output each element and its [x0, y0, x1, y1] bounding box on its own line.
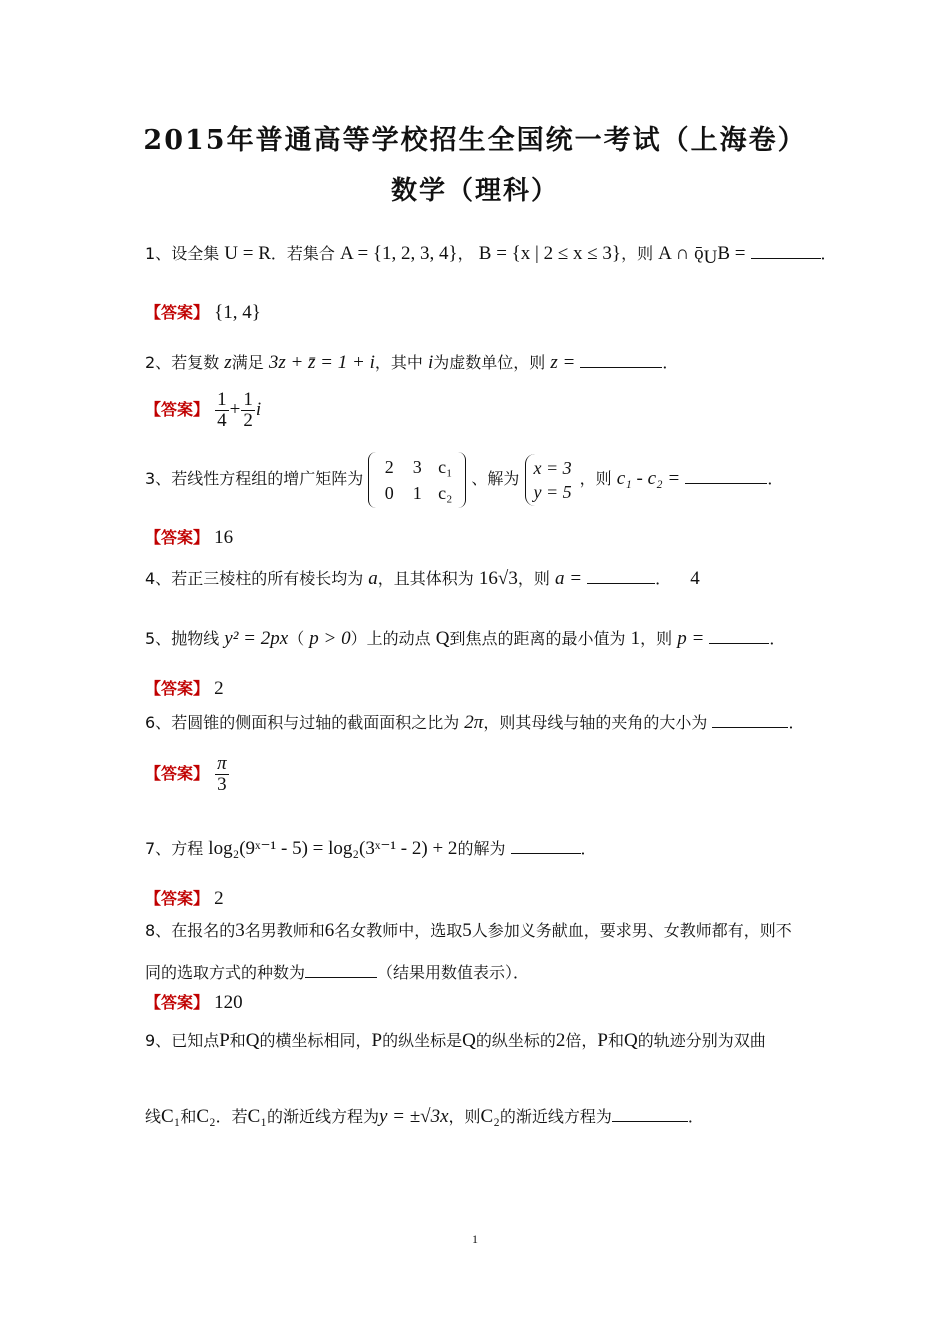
- answer-8: 【答案】 120: [145, 992, 243, 1013]
- answer-2: 【答案】 $\frac{1}{4}$ + $\frac{1}{2}$ i: [145, 389, 262, 431]
- equation-system: x = 3 y = 5: [525, 454, 580, 506]
- question-9: 9、已知点P和Q的横坐标相同，P的纵坐标是Q的纵坐标的2倍，P和Q的轨迹分别为双曲: [145, 1030, 766, 1051]
- page-subtitle: 数学（理科）: [390, 176, 559, 206]
- answer-blank: [612, 1107, 688, 1122]
- question-8-line-2: 同的选取方式的种数为 （结果用数值表示）．: [145, 963, 530, 982]
- answer-1: 【答案】 {1, 4}: [145, 302, 261, 323]
- question-2: 2、若复数 z满足 3z + z̄ = 1 + i，其中 i为虚数单位，则 z = ．: [145, 352, 679, 373]
- answer-blank: [685, 469, 767, 484]
- answer-blank: [580, 353, 662, 368]
- answer-7: 【答案】 2: [145, 888, 224, 909]
- answer-blank: [712, 713, 788, 728]
- answer-blank: [751, 244, 821, 259]
- answer-blank: [587, 569, 655, 584]
- fraction: $\frac{1}{2}$: [243, 389, 253, 431]
- question-3: 3、若线性方程组的增广矩阵为 2 3 c₁ 0 1 c₂ 、解为 x = 3 y = 5，则 c₁ - c₂ = ．: [145, 450, 783, 508]
- augmented-matrix: 2 3 c₁ 0 1 c₂: [368, 452, 466, 508]
- question-9-line-2: 线C₁和C₂．若C₁的渐近线方程为y = ±√3x，则C₂的渐近线方程为 ．: [145, 1106, 704, 1127]
- question-7: 7、方程 log₂(9ˣ⁻¹ - 5) = log₂(3ˣ⁻¹ - 2) + 2的解为 ．: [145, 838, 597, 859]
- answer-3: 【答案】 16: [145, 527, 234, 548]
- answer-6: 【答案】 $\frac{\pi}{3}$: [145, 753, 227, 795]
- answer-5: 【答案】 2: [145, 678, 224, 699]
- question-1: 1、设全集 U = R．若集合 A = {1, 2, 3, 4}， B = {x | 2 ≤ x ≤ 3}，则 A ∩ $ǭ_UB$ = ．: [145, 243, 837, 269]
- fraction: $\frac{\pi}{3}$: [217, 753, 227, 795]
- question-5: 5、抛物线 y² = 2px（ p > 0）上的动点 Q到焦点的距离的最小值为 1，则 p = ．: [145, 628, 786, 649]
- question-6: 6、若圆锥的侧面积与过轴的截面面积之比为 2π，则其母线与轴的夹角的大小为 ．: [145, 712, 805, 733]
- fraction: $\frac{1}{4}$: [217, 389, 227, 431]
- answer-blank: [709, 629, 769, 644]
- page-title: 2015年普通高等学校招生全国统一考试（上海卷）: [143, 125, 807, 156]
- answer-blank: [511, 839, 581, 854]
- page-number: 1: [472, 1232, 478, 1246]
- question-8: 8、在报名的3名男教师和6名女教师中，选取5人参加义务献血，要求男、女教师都有，则不: [145, 920, 792, 941]
- answer-blank: [305, 963, 377, 978]
- question-4: 4、若正三棱柱的所有棱长均为 a，且其体积为 16√3，则 a = ． 4: [145, 568, 700, 589]
